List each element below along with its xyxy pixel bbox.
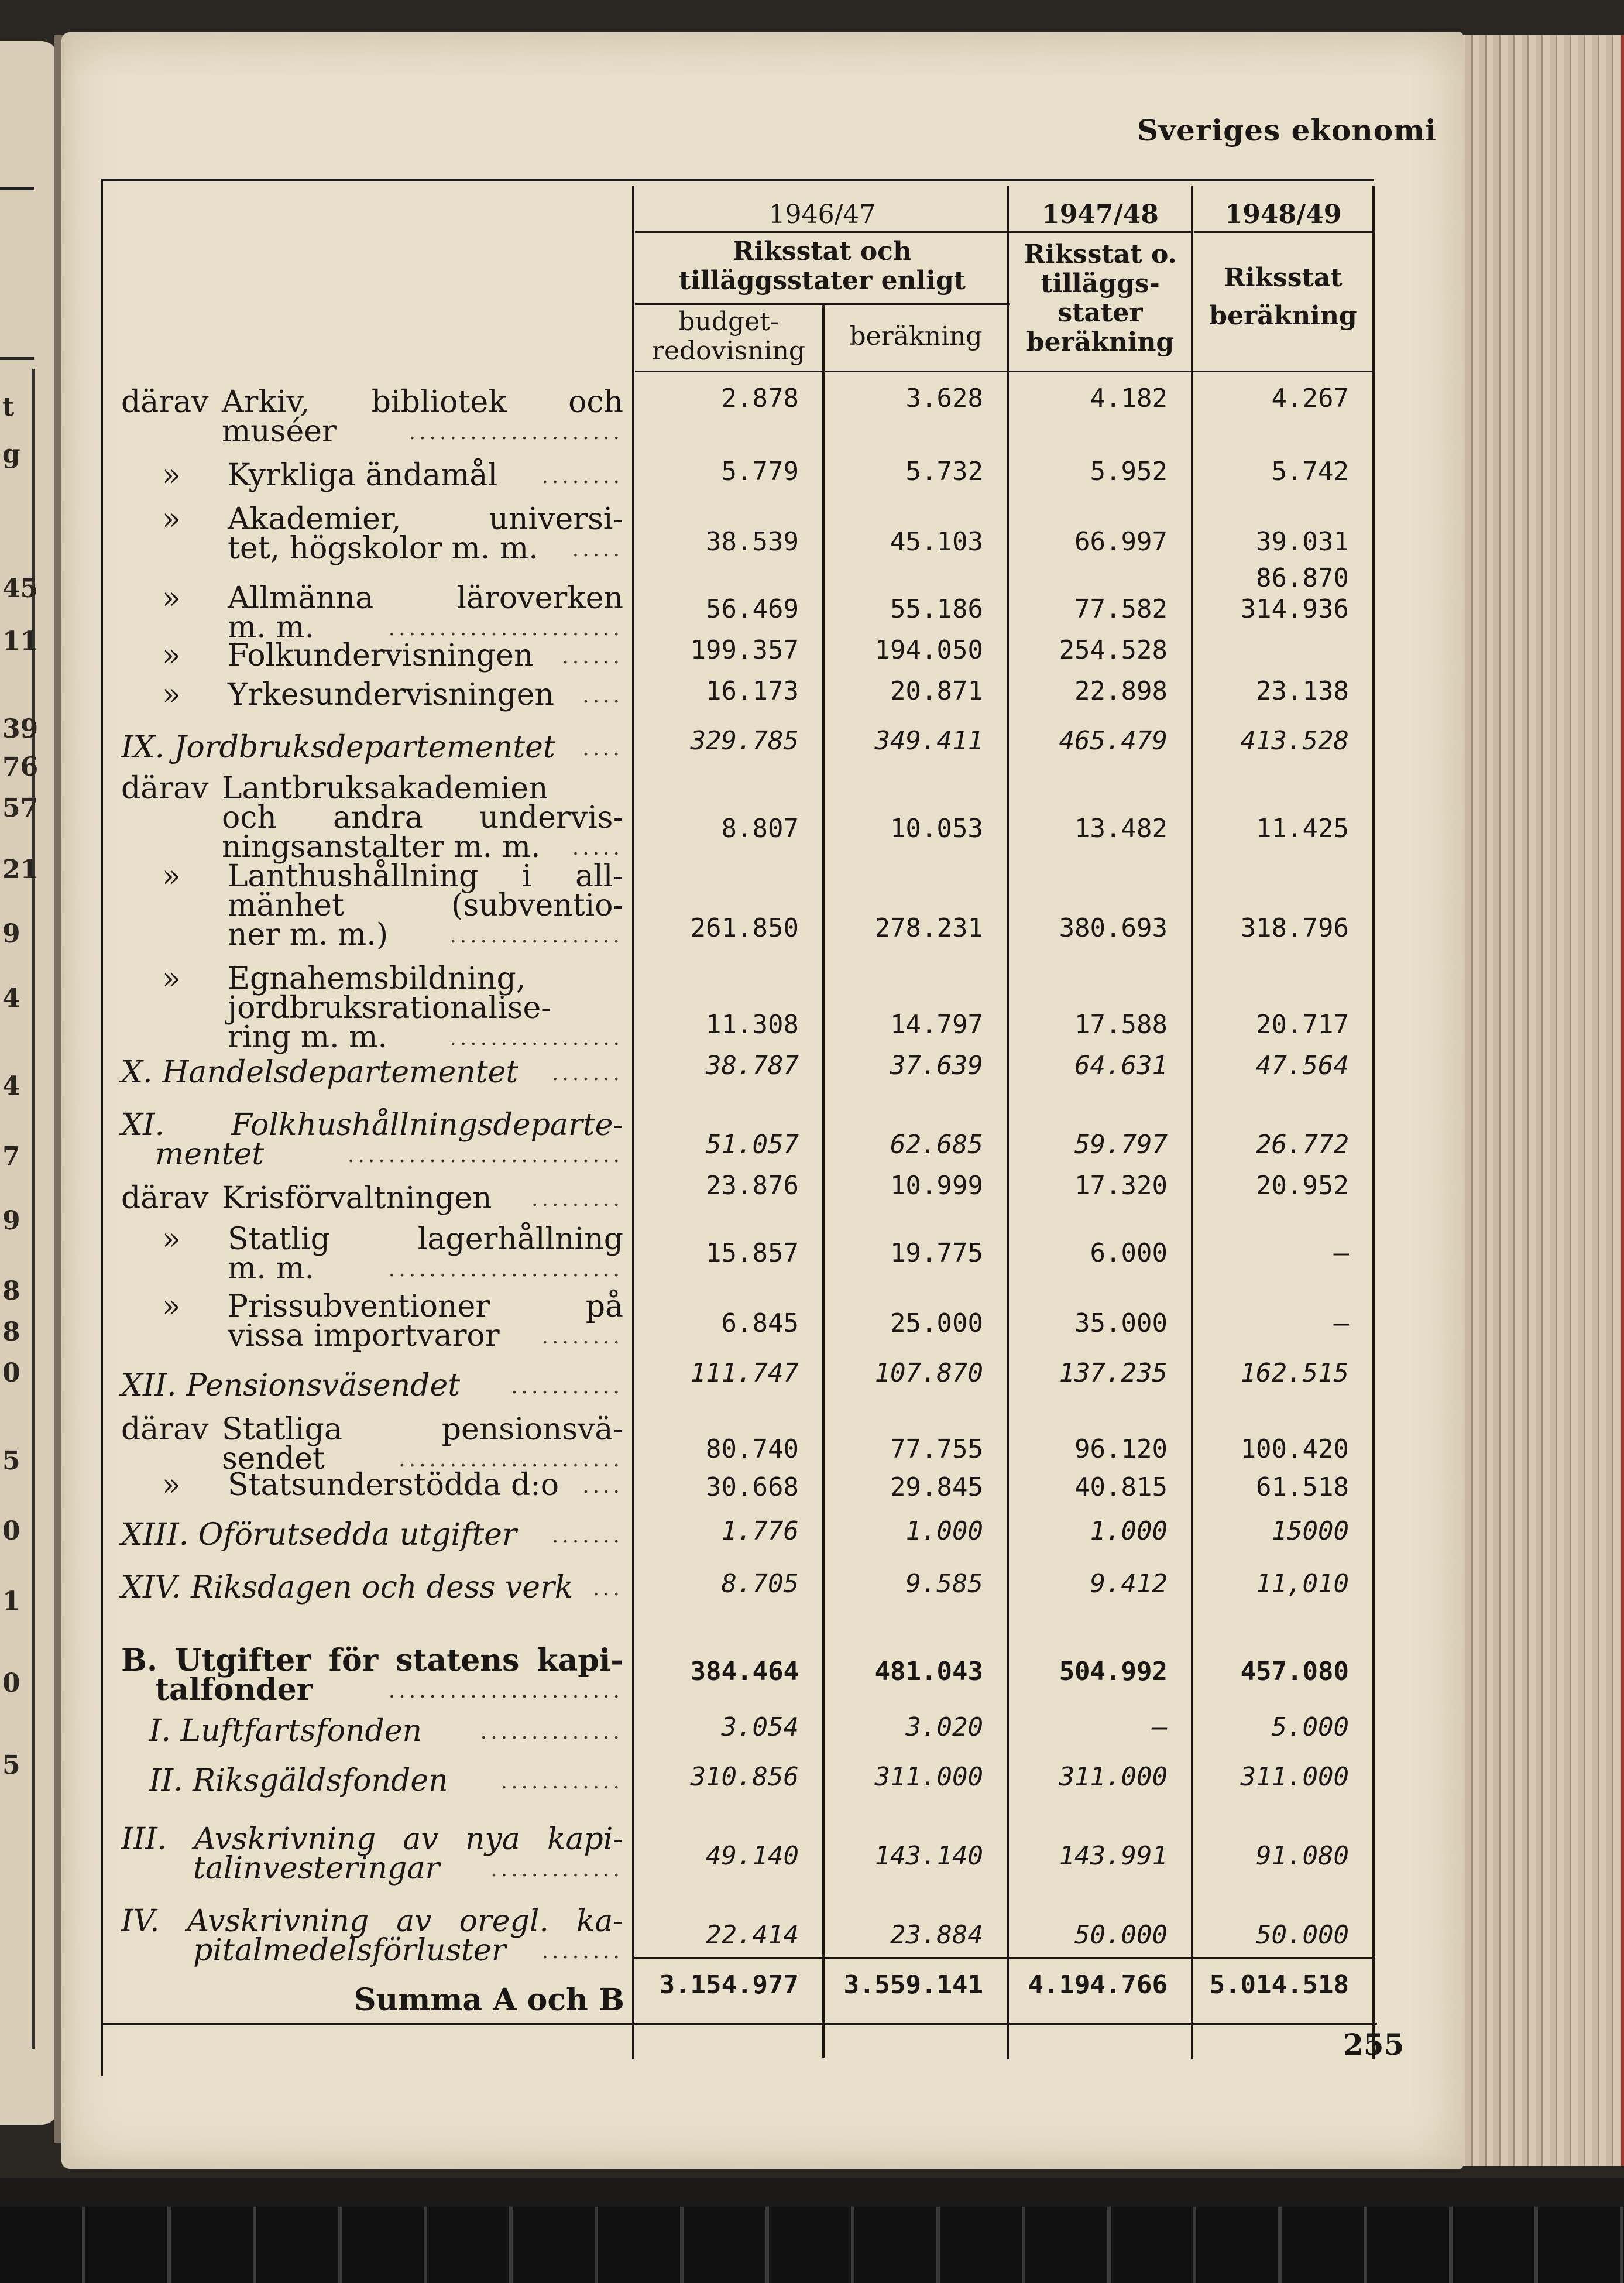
row-label: Lanthushållning i all- [228,859,623,894]
column-divider [1372,186,1375,2059]
running-header: Sveriges ekonomi [1137,113,1437,148]
row-label: Statliga pensionsvä- [222,1412,623,1447]
cell-value: 10.053 [890,814,983,844]
cell-value: — [1152,1712,1168,1742]
column-divider [1007,186,1009,2059]
header-1947-line4: beräkning [1026,327,1175,357]
cell-value: — [1333,1308,1349,1338]
row-label: Allmänna läroverken [228,581,623,616]
leader-dots: ..................... [408,420,623,444]
cell-value: 311.000 [1240,1762,1349,1792]
cell-value: 314.936 [1240,594,1349,624]
cell-value: 4.182 [1090,383,1168,413]
cell-value: 107.870 [874,1358,983,1388]
header-1947-line1: Riksstat o. [1024,239,1177,269]
table-bottom-rule [101,2023,1377,2025]
cell-value: 40.815 [1074,1472,1168,1502]
cell-value: 64.631 [1074,1051,1168,1081]
cell-value: 3.559.141 [843,1970,983,2000]
row-label: jordbruksrationalise- [228,990,551,1026]
cell-value: 5.014.518 [1209,1970,1349,2000]
cell-value: 35.000 [1074,1308,1168,1338]
cell-value: 143.991 [1059,1841,1168,1871]
cell-value: 318.796 [1240,913,1349,943]
header-rule [1194,231,1372,233]
cell-value: 5.952 [1090,457,1168,486]
row-label: II. Riksgäldsfonden [149,1763,448,1798]
cell-value: 20.717 [1256,1010,1349,1040]
row-label: III. Avskrivning av nya kapi- [121,1822,623,1857]
margin-fragment: 4 [2,983,20,1013]
margin-fragment: 8 [2,1317,20,1347]
cell-value: 111.747 [690,1358,799,1388]
row-label: sendet [222,1441,325,1476]
row-label: XIV. Riksdagen och dess verk [121,1570,574,1605]
cell-value: 100.420 [1240,1434,1349,1464]
cell-value: 20.952 [1256,1171,1349,1201]
cell-value: 380.693 [1059,913,1168,943]
cell-value: 66.997 [1074,527,1168,557]
cell-value: 17.588 [1074,1010,1168,1040]
header-year-1948: 1948/49 [1224,200,1342,229]
leader-dots: ..... [572,537,623,561]
row-prefix: därav [121,385,209,420]
cell-value: 278.231 [874,913,983,943]
header-budget-line1: budget- [678,307,779,337]
row-label: Summa A och B [354,1982,624,2018]
margin-fragment: 9 [2,919,20,949]
page [61,32,1463,2169]
left-page [0,41,59,2125]
margin-fragment: 5 [2,1750,20,1780]
leader-dots: ..... [572,836,623,860]
left-page-margin-text [0,41,39,2125]
row-prefix: » [162,1468,181,1503]
column-divider [822,304,825,2058]
row-prefix: » [162,502,181,537]
cell-value: 22.898 [1074,676,1168,706]
leader-dots: ......... [531,1187,623,1211]
row-label: IV. Avskrivning av oregl. ka- [121,1904,623,1939]
cell-value: 13.482 [1074,814,1168,844]
leader-dots: ............ [500,1770,623,1794]
margin-fragment: 21 [2,855,39,885]
header-rule [1010,231,1191,233]
row-label: tet, högskolor m. m. [228,531,538,566]
margin-fragment: 76 [2,752,39,782]
row-label: talinvesteringar [193,1851,440,1886]
margin-fragment: 7 [2,1142,20,1171]
cell-value: 49.140 [706,1841,799,1871]
cell-value: 261.850 [690,913,799,943]
cell-value: 9.585 [905,1569,983,1599]
cell-value: 4.194.766 [1028,1970,1168,2000]
row-prefix: » [162,1289,181,1324]
cell-value: 38.539 [706,527,799,557]
cell-value: 47.564 [1256,1051,1349,1081]
cell-value: 5.742 [1271,457,1349,486]
row-label: X. Handelsdepartementet [121,1055,519,1090]
cell-value: 9.412 [1090,1569,1168,1599]
margin-fragment: 39 [2,714,39,744]
cell-value: 56.469 [706,594,799,624]
cell-value: 1.776 [721,1516,799,1546]
row-prefix: » [162,961,181,996]
margin-fragment: t [2,392,15,422]
cell-value: 1.000 [905,1516,983,1546]
cell-value: 310.856 [690,1762,799,1792]
row-label: Prissubventioner på [228,1289,623,1324]
cell-value: 10.999 [890,1171,983,1201]
row-label: mentet [155,1137,265,1172]
cell-value: 413.528 [1240,726,1349,756]
margin-fragment: g [2,439,20,469]
row-prefix: därav [121,1181,209,1216]
leader-dots: .............. [480,1720,623,1744]
row-prefix: därav [121,1412,209,1447]
row-label: Kyrkliga ändamål [228,458,498,493]
cell-value: 6.845 [721,1308,799,1338]
row-label: Yrkesundervisningen [228,677,554,712]
cell-value: 22.414 [706,1920,799,1950]
cell-value: 62.685 [890,1130,983,1160]
cell-value: 23.138 [1256,676,1349,706]
row-prefix: » [162,677,181,712]
cell-value: 3.054 [721,1712,799,1742]
cell-value: 37.639 [890,1051,983,1081]
cell-value: 329.785 [690,726,799,756]
cell-value: 51.057 [706,1130,799,1160]
leader-dots: ....... [551,1524,623,1548]
margin-fragment: 57 [2,793,39,823]
leader-dots: ...... [562,645,623,669]
leader-dots: ................. [449,924,623,948]
cell-value: 8.705 [721,1569,799,1599]
cell-value: 2.878 [721,383,799,413]
cell-value: 45.103 [890,527,983,557]
cell-value: — [1333,1238,1349,1268]
cell-value: 11.308 [706,1010,799,1040]
row-prefix: » [162,458,181,493]
cell-value: 20.871 [890,676,983,706]
cell-value: 16.173 [706,676,799,706]
leader-dots: ........ [541,1325,623,1349]
leader-dots: ........... [511,1374,623,1398]
row-label: XII. Pensionsväsendet [121,1368,461,1403]
table-top-rule [101,179,1374,181]
row-label: I. Luftfartsfonden [149,1713,423,1749]
page-number: 255 [1343,2027,1405,2062]
header-year-1946: 1946/47 [768,200,876,229]
cell-value: 17.320 [1074,1171,1168,1201]
cell-value-extra: 86.870 [1256,563,1349,593]
leader-dots: .... [582,736,623,760]
cell-value: 30.668 [706,1472,799,1502]
row-label: mänhet (subventio- [228,888,623,923]
row-prefix: » [162,581,181,616]
cell-value: 25.000 [890,1308,983,1338]
row-label: ningsanstalter m. m. [222,829,541,865]
cell-value: 39.031 [1256,527,1349,557]
margin-fragment: 45 [2,574,39,604]
row-label: Egnahemsbildning, [228,961,526,996]
cell-value: 137.235 [1059,1358,1168,1388]
leader-dots: ....................... [388,1257,623,1281]
cell-value: 194.050 [874,635,983,665]
header-1948-line1: Riksstat [1224,263,1343,293]
cell-value: 55.186 [890,594,983,624]
cell-value: 311.000 [1059,1762,1168,1792]
margin-fragment: 0 [2,1358,20,1388]
row-label: Krisförvaltningen [222,1181,492,1216]
page-edges [1451,35,1624,2166]
row-label: m. m. [228,1251,315,1286]
row-label: Statsunderstödda d:o [228,1468,559,1503]
background-strip [0,2207,1624,2283]
cell-value: 15.857 [706,1238,799,1268]
cell-value: 80.740 [706,1434,799,1464]
header-1947-line2: tilläggs- [1041,269,1160,299]
cell-value: 77.755 [890,1434,983,1464]
cell-value: 349.411 [874,726,983,756]
header-berakning: beräkning [849,321,983,351]
cell-value: 6.000 [1090,1238,1168,1268]
cell-value: 5.000 [1271,1712,1349,1742]
row-label: Folkundervisningen [228,638,534,673]
leader-dots: ........................... [348,1143,623,1167]
cell-value: 11,010 [1256,1569,1349,1599]
cell-value: 19.775 [890,1238,983,1268]
row-label: m. m. [228,610,315,645]
cell-value: 96.120 [1074,1434,1168,1464]
row-label: IX. Jordbruksdepartementet [121,730,555,765]
header-budget-line2: redovisning [651,336,806,366]
cell-value: 29.845 [890,1472,983,1502]
header-bottom-rule [635,371,1372,372]
cell-value: 11.425 [1256,814,1349,844]
row-label: muséer [222,414,337,449]
cell-value: 23.884 [890,1920,983,1950]
cell-value: 5.732 [905,457,983,486]
cell-value: 457.080 [1240,1657,1349,1686]
leader-dots: ............. [490,1857,623,1881]
cell-value: 311.000 [874,1762,983,1792]
cell-value: 199.357 [690,635,799,665]
row-label: ner m. m.) [228,917,389,952]
cell-value: 481.043 [874,1657,983,1686]
row-label: XI. Folkhushållningsdeparte- [121,1108,623,1143]
cell-value: 5.779 [721,457,799,486]
leader-dots: ........ [541,464,623,488]
cell-value: 254.528 [1059,635,1168,665]
header-1946-subtitle: Riksstat och tilläggsstater enligt [678,236,966,296]
cell-value: 26.772 [1256,1130,1349,1160]
cell-value: 384.464 [690,1657,799,1686]
row-prefix: » [162,638,181,673]
row-prefix: » [162,859,181,894]
margin-fragment: 5 [2,1446,20,1476]
margin-fragment: 0 [2,1668,20,1698]
row-prefix: därav [121,771,209,806]
header-year-1947: 1947/48 [1042,200,1159,229]
cell-value: 38.787 [706,1051,799,1081]
cell-value: 50.000 [1256,1920,1349,1950]
margin-fragment: 0 [2,1516,20,1546]
cell-value: 23.876 [706,1171,799,1201]
row-label: pitalmedelsförluster [193,1933,506,1968]
header-rule [635,303,1010,305]
leader-dots: .... [582,684,623,708]
cell-value: 91.080 [1256,1841,1349,1871]
row-label: talfonder [155,1672,313,1708]
column-divider [1191,186,1193,2059]
cell-value: 61.518 [1256,1472,1349,1502]
table-left-rule [101,180,103,2076]
leader-dots: .... [582,1474,623,1498]
header-rule [635,231,1010,233]
leader-dots: ........ [541,1939,623,1963]
row-prefix: » [162,1222,181,1257]
cell-value: 143.140 [874,1841,983,1871]
leader-dots: ... [592,1576,623,1600]
row-label: vissa importvaror [228,1318,500,1353]
leader-dots: ....................... [388,616,623,640]
cell-value: 59.797 [1074,1130,1168,1160]
margin-fragment: 4 [2,1071,20,1101]
margin-fragment: 11 [2,626,39,656]
cell-value: 1.000 [1090,1516,1168,1546]
cell-value: 465.479 [1059,726,1168,756]
header-1948-line2: beräkning [1209,301,1357,331]
row-label: Akademier, universi- [228,502,623,537]
column-divider [632,186,634,2059]
header-1947-line3: stater [1058,298,1143,328]
row-label: B. Utgifter för statens kapi- [121,1643,623,1678]
cell-value: 3.154.977 [659,1970,799,2000]
margin-fragment: 8 [2,1276,20,1306]
leader-dots: ....................... [388,1679,623,1703]
cell-value: 3.020 [905,1712,983,1742]
cell-value: 504.992 [1059,1657,1168,1686]
cell-value: 4.267 [1271,383,1349,413]
row-label: ring m. m. [228,1020,387,1055]
cell-value: 162.515 [1240,1358,1349,1388]
margin-fragment: 9 [2,1206,20,1236]
leader-dots: ....... [551,1061,623,1085]
total-rule [632,1957,1375,1959]
row-label: XIII. Oförutsedda utgifter [121,1517,517,1552]
cell-value: 8.807 [721,814,799,844]
row-label: Arkiv, bibliotek och [222,385,623,420]
cell-value: 3.628 [905,383,983,413]
row-label: Lantbruksakademien [222,771,548,806]
cell-value: 15000 [1271,1516,1349,1546]
cell-value: 50.000 [1074,1920,1168,1950]
row-label: och andra undervis- [222,800,623,835]
margin-fragment: 1 [2,1586,20,1616]
leader-dots: ...................... [399,1448,623,1472]
leader-dots: ................. [449,1026,623,1050]
cell-value: 77.582 [1074,594,1168,624]
cell-value: 14.797 [890,1010,983,1040]
row-label: Statlig lagerhållning [228,1222,623,1257]
